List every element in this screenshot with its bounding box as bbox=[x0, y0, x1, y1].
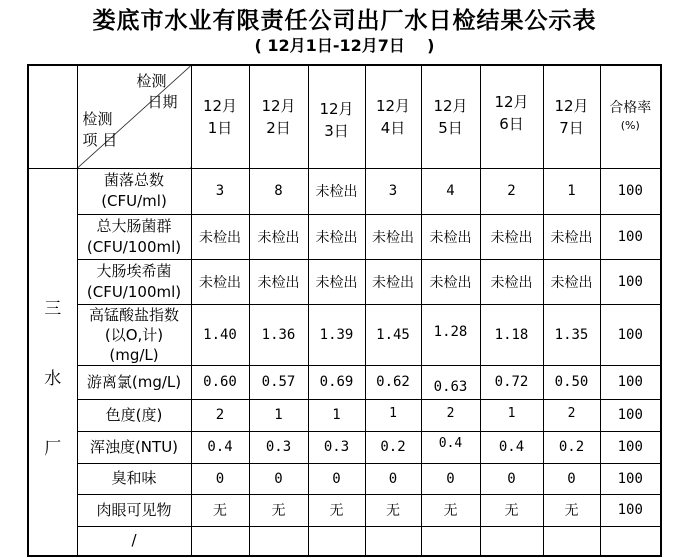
value-text: 0 bbox=[332, 470, 341, 487]
value-cell bbox=[480, 399, 543, 431]
item-name-cell bbox=[77, 463, 191, 494]
value-cell bbox=[421, 214, 480, 259]
value-text: 0.72 bbox=[494, 374, 529, 390]
value-text: 0 bbox=[215, 470, 225, 487]
pass-rate-header-line: (%) bbox=[620, 118, 640, 132]
table-row bbox=[28, 463, 661, 494]
table-row bbox=[28, 168, 661, 214]
pass-rate-cell bbox=[600, 168, 661, 214]
value-text: 0.62 bbox=[376, 374, 410, 390]
value-text: 0.3 bbox=[323, 439, 350, 455]
item-name-line: 大肠埃希菌 bbox=[96, 261, 172, 280]
value-cell bbox=[249, 494, 308, 526]
value-text: 0.2 bbox=[380, 439, 406, 455]
date-header-3 bbox=[308, 65, 365, 168]
pass-rate-cell bbox=[600, 365, 661, 399]
date-header-line: 1日 bbox=[207, 118, 233, 137]
value-cell bbox=[543, 259, 600, 304]
value-cell bbox=[421, 259, 480, 304]
pass-rate-cell bbox=[600, 431, 661, 463]
value-text: 0 bbox=[388, 470, 398, 487]
item-name-line: (以O,计) bbox=[104, 325, 164, 344]
value-text: 1.35 bbox=[554, 326, 589, 343]
table-row bbox=[28, 494, 661, 526]
value-text: 1.40 bbox=[203, 326, 237, 343]
value-cell bbox=[480, 494, 543, 526]
value-cell bbox=[308, 431, 365, 463]
value-cell bbox=[421, 463, 480, 494]
corner-item-label bbox=[83, 109, 118, 151]
pass-rate-header-line: 合格率 bbox=[609, 99, 652, 116]
value-text: 3 bbox=[215, 183, 225, 199]
value-cell bbox=[421, 365, 480, 399]
value-cell bbox=[249, 214, 308, 259]
pass-rate-text: 100 bbox=[617, 228, 643, 245]
value-text: 1.28 bbox=[433, 323, 468, 340]
value-text: 1 bbox=[507, 406, 516, 421]
value-text: 无 bbox=[329, 503, 344, 519]
pass-rate-header bbox=[600, 65, 661, 168]
table-row bbox=[28, 214, 661, 259]
value-cell bbox=[249, 463, 308, 494]
value-cell bbox=[480, 365, 543, 399]
value-cell bbox=[365, 259, 421, 304]
value-cell bbox=[421, 399, 480, 431]
value-text: 未检出 bbox=[315, 274, 358, 291]
value-text: 0.63 bbox=[433, 379, 468, 395]
date-header-line: 12月 bbox=[261, 96, 296, 115]
pass-rate-text: 100 bbox=[617, 326, 643, 343]
plant-name-vertical bbox=[29, 294, 77, 459]
value-cell bbox=[543, 494, 600, 526]
item-name-line: 肉眼可见物 bbox=[96, 500, 172, 519]
date-header-line: 12月 bbox=[433, 96, 468, 115]
table-header-row bbox=[28, 65, 661, 168]
date-header-7 bbox=[543, 65, 600, 168]
item-name-line: (CFU/100ml) bbox=[86, 237, 182, 256]
value-text: 无 bbox=[271, 503, 286, 519]
value-cell bbox=[543, 399, 600, 431]
date-header-2 bbox=[249, 65, 308, 168]
item-name-line: (CFU/100ml) bbox=[86, 282, 182, 301]
value-cell bbox=[365, 214, 421, 259]
value-text: 未检出 bbox=[490, 274, 533, 291]
value-text: 1.18 bbox=[494, 326, 529, 343]
value-cell bbox=[421, 494, 480, 526]
item-name-line: / bbox=[131, 531, 137, 550]
value-cell bbox=[480, 259, 543, 304]
value-text: 1.36 bbox=[261, 326, 296, 343]
value-text: 0.50 bbox=[554, 374, 589, 390]
value-text: 未检出 bbox=[315, 229, 358, 246]
value-text: 0.3 bbox=[265, 439, 292, 455]
value-text: 无 bbox=[213, 503, 227, 519]
value-cell bbox=[308, 494, 365, 526]
value-cell bbox=[421, 304, 480, 365]
value-text: 未检出 bbox=[550, 229, 593, 246]
value-cell bbox=[249, 365, 308, 399]
pass-rate-cell bbox=[600, 259, 661, 304]
table-row bbox=[28, 259, 661, 304]
pass-rate-cell bbox=[600, 399, 661, 431]
value-text: 未检出 bbox=[429, 274, 472, 291]
plant-name-char: 厂 bbox=[44, 439, 62, 460]
value-text: 1 bbox=[332, 407, 341, 423]
page-title: 娄底市水业有限责任公司出厂水日检结果公示表 bbox=[92, 8, 597, 34]
value-text: 3 bbox=[388, 183, 398, 199]
value-text: 2 bbox=[507, 183, 516, 199]
value-cell bbox=[308, 365, 365, 399]
value-text: 未检出 bbox=[257, 274, 300, 291]
item-name-cell bbox=[77, 168, 191, 214]
date-header-line: 7日 bbox=[559, 118, 584, 137]
value-cell bbox=[543, 365, 600, 399]
value-cell bbox=[191, 431, 249, 463]
pass-rate-text: 100 bbox=[617, 502, 643, 518]
date-header-text bbox=[366, 95, 421, 139]
date-header-line: 12月 bbox=[319, 99, 354, 118]
pass-rate-cell bbox=[600, 463, 661, 494]
value-text: 无 bbox=[504, 503, 519, 519]
value-cell bbox=[421, 168, 480, 214]
item-name-line: (CFU/ml) bbox=[101, 192, 167, 210]
value-cell bbox=[480, 304, 543, 365]
value-text: 0.57 bbox=[261, 374, 296, 390]
value-text: 无 bbox=[386, 503, 400, 519]
table-row bbox=[28, 399, 661, 431]
value-text: 未检出 bbox=[257, 229, 300, 246]
table-row bbox=[28, 304, 661, 365]
pass-rate-cell bbox=[600, 494, 661, 526]
plant-group-cell bbox=[28, 168, 77, 556]
value-text: 0.4 bbox=[438, 436, 463, 451]
value-cell bbox=[191, 168, 249, 214]
value-text: 无 bbox=[443, 503, 458, 519]
corner-item-line: 检测 bbox=[82, 109, 113, 128]
value-text: 未检出 bbox=[315, 184, 358, 200]
value-text: 未检出 bbox=[199, 274, 241, 291]
value-text: 未检出 bbox=[429, 229, 472, 246]
value-cell bbox=[365, 494, 421, 526]
value-text: 0.69 bbox=[319, 374, 354, 390]
value-cell bbox=[480, 168, 543, 214]
date-header-4 bbox=[365, 65, 421, 168]
date-header-text bbox=[192, 95, 249, 139]
value-cell bbox=[191, 463, 249, 494]
value-cell bbox=[365, 463, 421, 494]
date-header-1 bbox=[191, 65, 249, 168]
item-name-line: 高锰酸盐指数 bbox=[88, 305, 179, 324]
value-cell bbox=[308, 399, 365, 431]
pass-rate-text: 100 bbox=[617, 374, 643, 390]
value-cell bbox=[543, 168, 600, 214]
value-text: 未检出 bbox=[199, 229, 241, 246]
value-cell bbox=[365, 365, 421, 399]
plant-name-char: 水 bbox=[44, 369, 62, 390]
value-cell bbox=[365, 304, 421, 365]
plant-name-char: 三 bbox=[44, 299, 62, 320]
value-text: 未检出 bbox=[372, 229, 414, 246]
item-name-cell bbox=[77, 431, 191, 463]
value-cell bbox=[365, 168, 421, 214]
value-cell bbox=[543, 214, 600, 259]
date-header-line: 12月 bbox=[494, 92, 529, 111]
date-header-line: 5日 bbox=[438, 118, 463, 137]
date-header-line: 6日 bbox=[499, 114, 524, 133]
value-text: 0 bbox=[274, 470, 283, 487]
item-name-line: 色度(度) bbox=[105, 405, 163, 424]
value-cell bbox=[191, 365, 249, 399]
corner-date-line: 日期 bbox=[147, 93, 178, 111]
daily-test-table bbox=[27, 64, 662, 557]
value-text: 4 bbox=[446, 183, 455, 199]
value-text: 8 bbox=[274, 183, 283, 199]
value-cell bbox=[249, 399, 308, 431]
page-subtitle: ( 12月1日-12月7日 ) bbox=[254, 36, 435, 55]
item-name-line: 总大肠菌群 bbox=[96, 216, 172, 235]
value-cell bbox=[249, 304, 308, 365]
value-cell bbox=[365, 399, 421, 431]
item-name-line: 菌落总数 bbox=[103, 171, 164, 189]
pass-rate-text: 100 bbox=[617, 183, 643, 199]
pass-rate-cell bbox=[600, 304, 661, 365]
value-cell bbox=[308, 214, 365, 259]
value-cell bbox=[365, 431, 421, 463]
value-text: 1 bbox=[274, 407, 283, 423]
value-cell bbox=[480, 214, 543, 259]
value-text: 1.45 bbox=[376, 326, 410, 343]
value-text: 2 bbox=[567, 406, 576, 421]
value-cell bbox=[249, 431, 308, 463]
pass-rate-text: 100 bbox=[617, 470, 643, 487]
value-cell bbox=[191, 259, 249, 304]
date-header-5 bbox=[421, 65, 480, 168]
item-name-cell bbox=[77, 304, 191, 365]
date-header-line: 4日 bbox=[380, 118, 406, 137]
date-header-line: 12月 bbox=[375, 96, 411, 115]
date-header-text bbox=[250, 95, 308, 139]
value-text: 0 bbox=[507, 470, 516, 487]
date-header-6 bbox=[480, 65, 543, 168]
item-name-line: 浑浊度(NTU) bbox=[89, 437, 179, 456]
date-header-line: 12月 bbox=[554, 96, 589, 115]
value-cell bbox=[191, 399, 249, 431]
value-text: 0.4 bbox=[498, 439, 525, 455]
value-text: 未检出 bbox=[372, 274, 414, 291]
date-header-text bbox=[544, 95, 600, 139]
value-cell bbox=[249, 168, 308, 214]
item-name-cell bbox=[77, 494, 191, 526]
value-text: 1 bbox=[567, 183, 576, 199]
value-text: 0.2 bbox=[558, 439, 585, 455]
value-cell bbox=[421, 431, 480, 463]
date-header-text bbox=[309, 98, 365, 142]
value-cell bbox=[191, 214, 249, 259]
item-name-line: 臭和味 bbox=[111, 469, 157, 487]
value-cell bbox=[308, 463, 365, 494]
value-text: 未检出 bbox=[490, 229, 533, 246]
pass-rate-text: 100 bbox=[617, 439, 643, 455]
value-cell bbox=[191, 304, 249, 365]
item-name-cell bbox=[77, 214, 191, 259]
value-cell bbox=[480, 431, 543, 463]
date-header-line: 2日 bbox=[266, 118, 291, 137]
value-text: 0 bbox=[567, 470, 576, 487]
item-name-line: (mg/L) bbox=[109, 345, 159, 364]
corner-item-line: 项 目 bbox=[82, 130, 118, 149]
value-cell bbox=[480, 463, 543, 494]
pass-rate-text: 100 bbox=[617, 273, 643, 290]
value-cell bbox=[308, 168, 365, 214]
corner-date-label bbox=[136, 71, 177, 113]
pass-rate-cell bbox=[600, 214, 661, 259]
value-text: 0 bbox=[446, 470, 455, 487]
value-cell bbox=[543, 463, 600, 494]
corner-date-line: 检测 bbox=[136, 72, 167, 90]
date-header-text bbox=[481, 91, 543, 135]
item-name-cell bbox=[77, 365, 191, 399]
value-text: 1 bbox=[389, 406, 397, 421]
date-header-line: 12月 bbox=[202, 96, 238, 115]
value-cell bbox=[308, 259, 365, 304]
date-header-line: 3日 bbox=[324, 121, 349, 140]
pass-rate-text: 100 bbox=[617, 407, 643, 423]
item-name-cell bbox=[77, 259, 191, 304]
value-text: 0.4 bbox=[207, 439, 233, 455]
value-cell bbox=[543, 431, 600, 463]
value-text: 1.39 bbox=[319, 326, 354, 343]
value-cell bbox=[308, 304, 365, 365]
table-row bbox=[28, 431, 661, 463]
item-name-line: 游离氯(mg/L) bbox=[86, 372, 182, 391]
value-cell bbox=[543, 304, 600, 365]
corner-diagonal-cell bbox=[77, 65, 191, 168]
date-header-text bbox=[422, 95, 480, 139]
value-cell bbox=[249, 259, 308, 304]
value-text: 2 bbox=[215, 407, 225, 423]
item-name-cell bbox=[77, 399, 191, 431]
value-text: 0.60 bbox=[203, 374, 237, 390]
value-text: 无 bbox=[564, 503, 579, 519]
value-text: 2 bbox=[446, 406, 455, 421]
value-cell bbox=[191, 494, 249, 526]
value-text: 未检出 bbox=[550, 274, 593, 291]
table-row bbox=[28, 365, 661, 399]
corner-empty-cell bbox=[28, 65, 77, 168]
